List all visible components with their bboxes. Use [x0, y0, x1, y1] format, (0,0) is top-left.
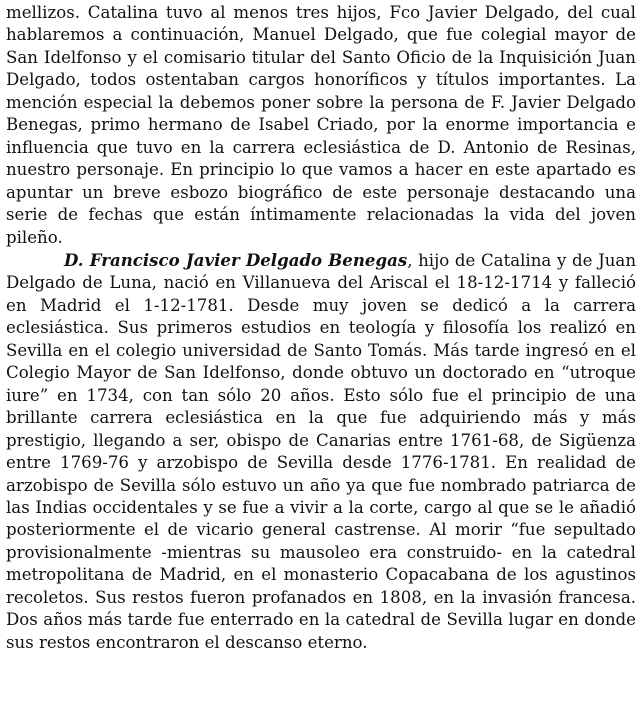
biography-text: , hijo de Catalina y de Juan Delgado de Luna, nació en Villanueva del Ariscal el 18-12-1714 y falleció en Madrid el 1-12-1781. Desde muy joven se dedicó a la carrera eclesiástica. Sus primeros estudios en teología y filosofía los realizó en Sevilla en el colegio universidad de Santo Tomás. Más tarde ingresó en el Colegio Mayor de San Idelfonso, donde obtuvo un doctorado en “utroque iure” en 1734, con tan sólo 20 años. Esto sólo fue el principio de una brillante carrera eclesiástica en la que fue adquiriendo más y más prestigio, llegando a ser, obispo de Canarias entre 1761-68, de Sigüenza entre 1769-76 y arzobispo de Sevilla desde 1776-1781. En realidad de arzobispo de Sevilla sólo estuvo un año ya que fue nombrado patriarca de las Indias occidentales y se fue a vivir a la corte, cargo al que se le añadió posteriormente el de vicario general castrense. Al morir “fue sepultado provisionalmente -mientras su mausoleo era construido- en la catedral metropolitana de Madrid, en el monasterio Copacabana de los agustinos recoletos. Sus restos fueron profanados en 1808, en la invasión francesa. Dos años más tarde fue enterrado en la catedral de Sevilla lugar en donde sus restos encontraron el descanso eterno.	[6, 250, 637, 652]
biography-subject-name: D. Francisco Javier Delgado Benegas	[64, 249, 408, 270]
document-page	[6, 2, 636, 654]
paragraph-biography	[6, 249, 636, 654]
paragraph-family: mellizos. Catalina tuvo al menos tres hijos, Fco Javier Delgado, del cual hablaremos a continuación, Manuel Delgado, que fue colegial mayor de San Idelfonso y el comisario titular del Santo Oficio de la Inquisición Juan Delgado, todos ostentaban cargos honoríficos y títulos importantes. La mención especial la debemos poner sobre la persona de F. Javier Delgado Benegas, primo hermano de Isabel Criado, por la enorme importancia e influencia que tuvo en la carrera eclesiástica de D. Antonio de Resinas, nuestro personaje. En principio lo que vamos a hacer en este apartado es apuntar un breve esbozo biográfico de este personaje destacando una serie de fechas que están íntimamente relacionadas la vida del joven pileño.	[6, 3, 636, 247]
